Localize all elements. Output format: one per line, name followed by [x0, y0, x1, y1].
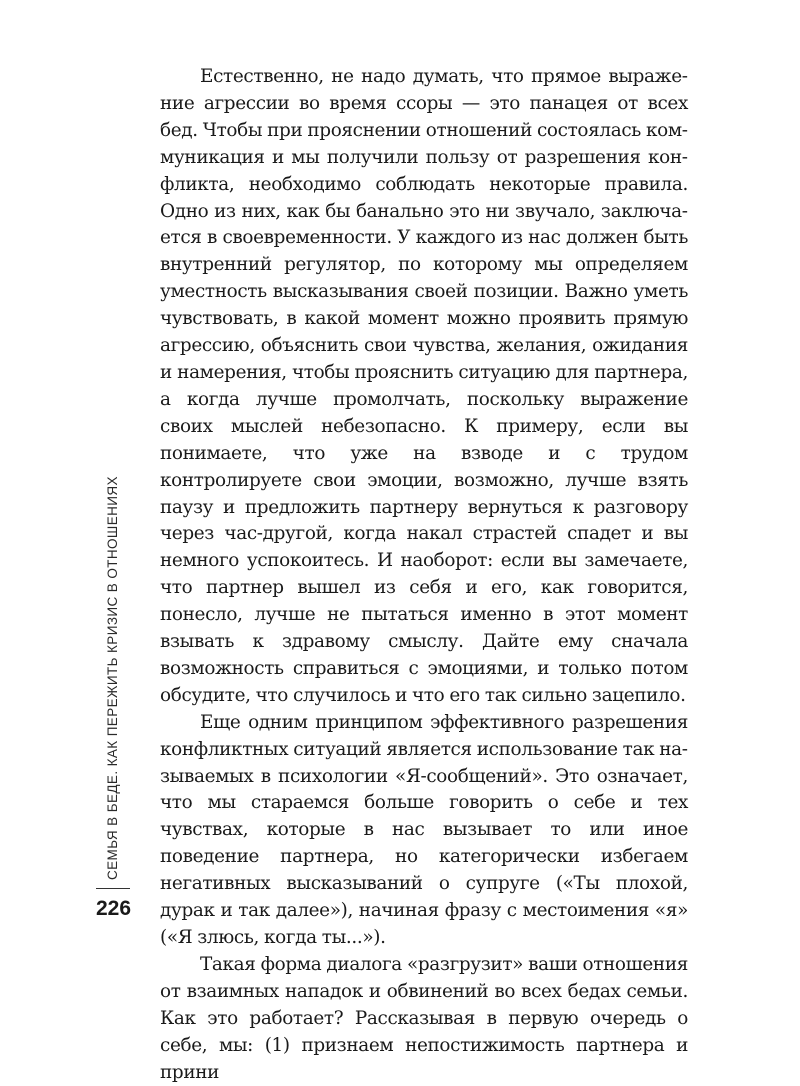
paragraph-2: Еще одним принципом эффективного разрешения конфликтных ситуаций является использование так называемых в психологии «Я-сообщений». Это означает, что мы стараемся больше говорить о себе и тех чувствах, которые в нас вызывает то или иное поведение партнера, но категорически избегаем негативных высказываний о супруге («Ты плохой, дурак и так далее»), начиная фразу с местоимения «я» («Я злюсь, когда ты...»). [160, 711, 688, 948]
body-text [160, 64, 688, 1086]
page-number-rule [96, 888, 130, 889]
page-number: 226 [96, 897, 132, 920]
paragraph-1: Естественно, не надо думать, что прямое выражение агрессии во время ссоры — это панацея от всех бед. Чтобы при прояснении отношений состоялась коммуникация и мы получили пользу от разрешения конфликта, необходимо соблюдать некоторые правила. Одно из них, как бы банально это ни звучало, заключается в своевременности. У каждого из нас должен быть внутренний регулятор, по которому мы определяем уместность высказывания своей позиции. Важно уметь чувствовать, в какой момент можно проявить прямую агрессию, объяснить свои чувства, желания, ожидания и намерения, чтобы прояснить ситуацию для партнера, а когда лучше промолчать, поскольку выражение своих мыслей небезопасно. К примеру, если вы понимаете, что уже на взводе и с трудом контролируете свои эмоции, возможно, лучше взять паузу и предложить партнеру вернуться к разговору через час-другой, когда накал страстей спадет и вы немного успокоитесь. И наоборот: если вы замечаете, что партнер вышел из себя и его, как говорится, понесло, лучше не пытаться именно в этот момент взывать к здравому смыслу. Дайте ему сначала возможность справиться с эмоциями, и только потом обсудите, что случилось и что его так сильно зацепило. [160, 66, 688, 706]
running-head: СЕМЬЯ В БЕДЕ. КАК ПЕРЕЖИТЬ КРИЗИС В ОТНОШЕНИЯХ [105, 476, 120, 880]
paragraph-3: Такая форма диалога «разгрузит» ваши отношения от взаимных нападок и обвинений во всех бедах семьи. Как это работает? Рассказывая в первую очередь о себе, мы: (1) признаем непостижимость партнера и прини [160, 953, 688, 1083]
